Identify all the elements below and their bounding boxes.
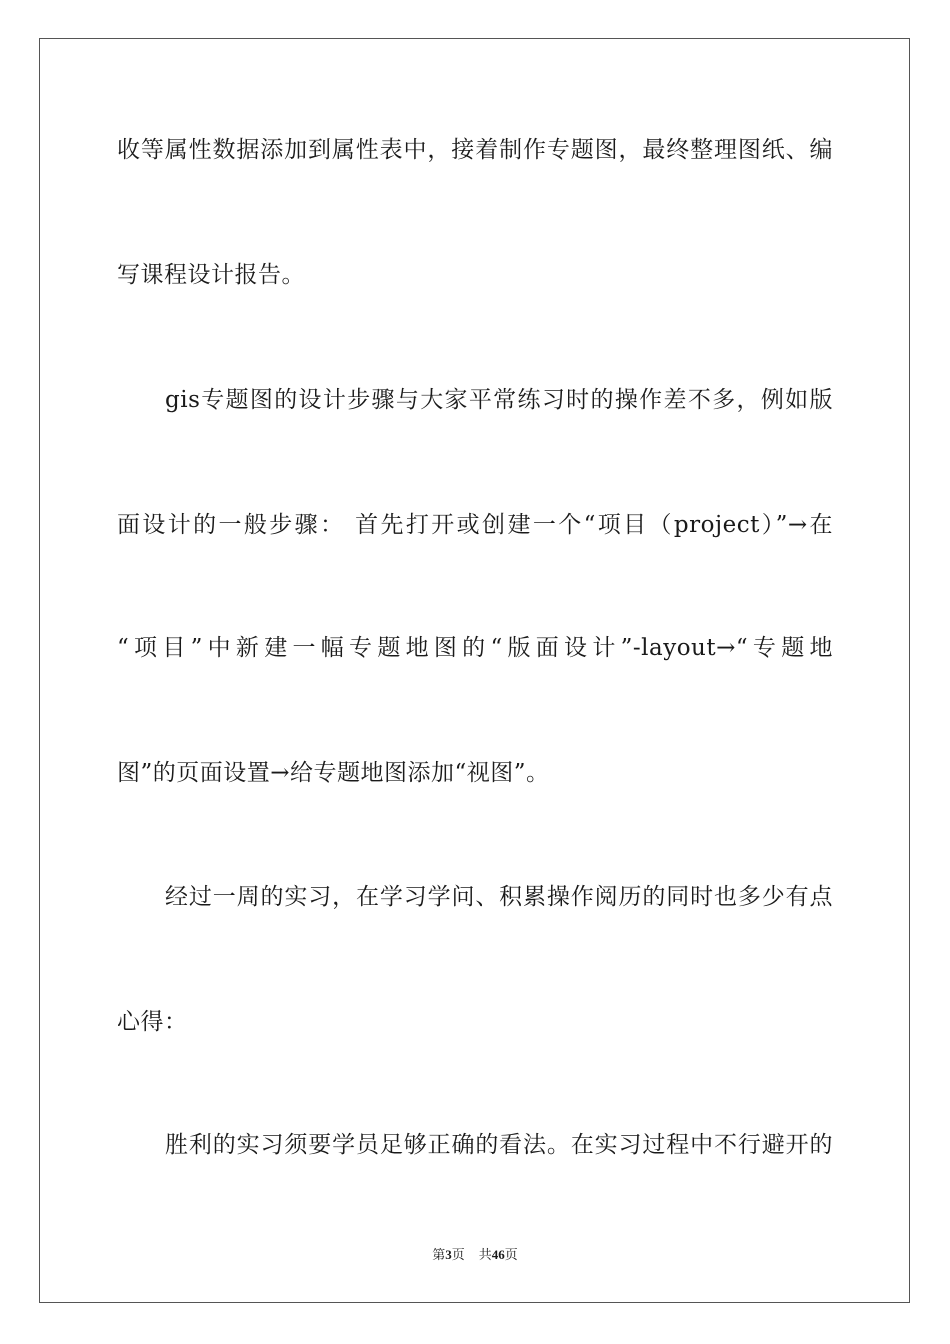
- paragraph-line: 心得：: [117, 1009, 188, 1035]
- page-total-prefix: 共: [478, 1247, 492, 1262]
- paragraph-line: 经过一周的实习，在学习学问、积累操作阅历的同时也多少有点: [165, 884, 833, 910]
- page-number-prefix: 第: [432, 1247, 446, 1262]
- paragraph-line: 收等属性数据添加到属性表中，接着制作专题图，最终整理图纸、编: [117, 137, 833, 163]
- page-number-total: 46: [491, 1247, 505, 1262]
- paragraph-line: 面设计的一般步骤： 首先打开或创建一个“项目（project）”→在: [117, 512, 833, 538]
- page-border: [39, 38, 910, 1303]
- paragraph-line: 胜利的实习须要学员足够正确的看法。在实习过程中不行避开的: [165, 1132, 833, 1158]
- paragraph-line: gis专题图的设计步骤与大家平常练习时的操作差不多，例如版: [165, 387, 833, 413]
- paragraph-line: “项目”中新建一幅专题地图的“版面设计”-layout→“专题地: [117, 635, 833, 661]
- paragraph-line: 图”的页面设置→给专题地图添加“视图”。: [117, 760, 550, 786]
- page-footer: [0, 1246, 950, 1264]
- page-number-suffix: 页: [451, 1247, 465, 1262]
- paragraph-line: 写课程设计报告。: [117, 262, 305, 288]
- page-total-suffix: 页: [504, 1247, 518, 1262]
- page-number-current: 3: [445, 1247, 452, 1262]
